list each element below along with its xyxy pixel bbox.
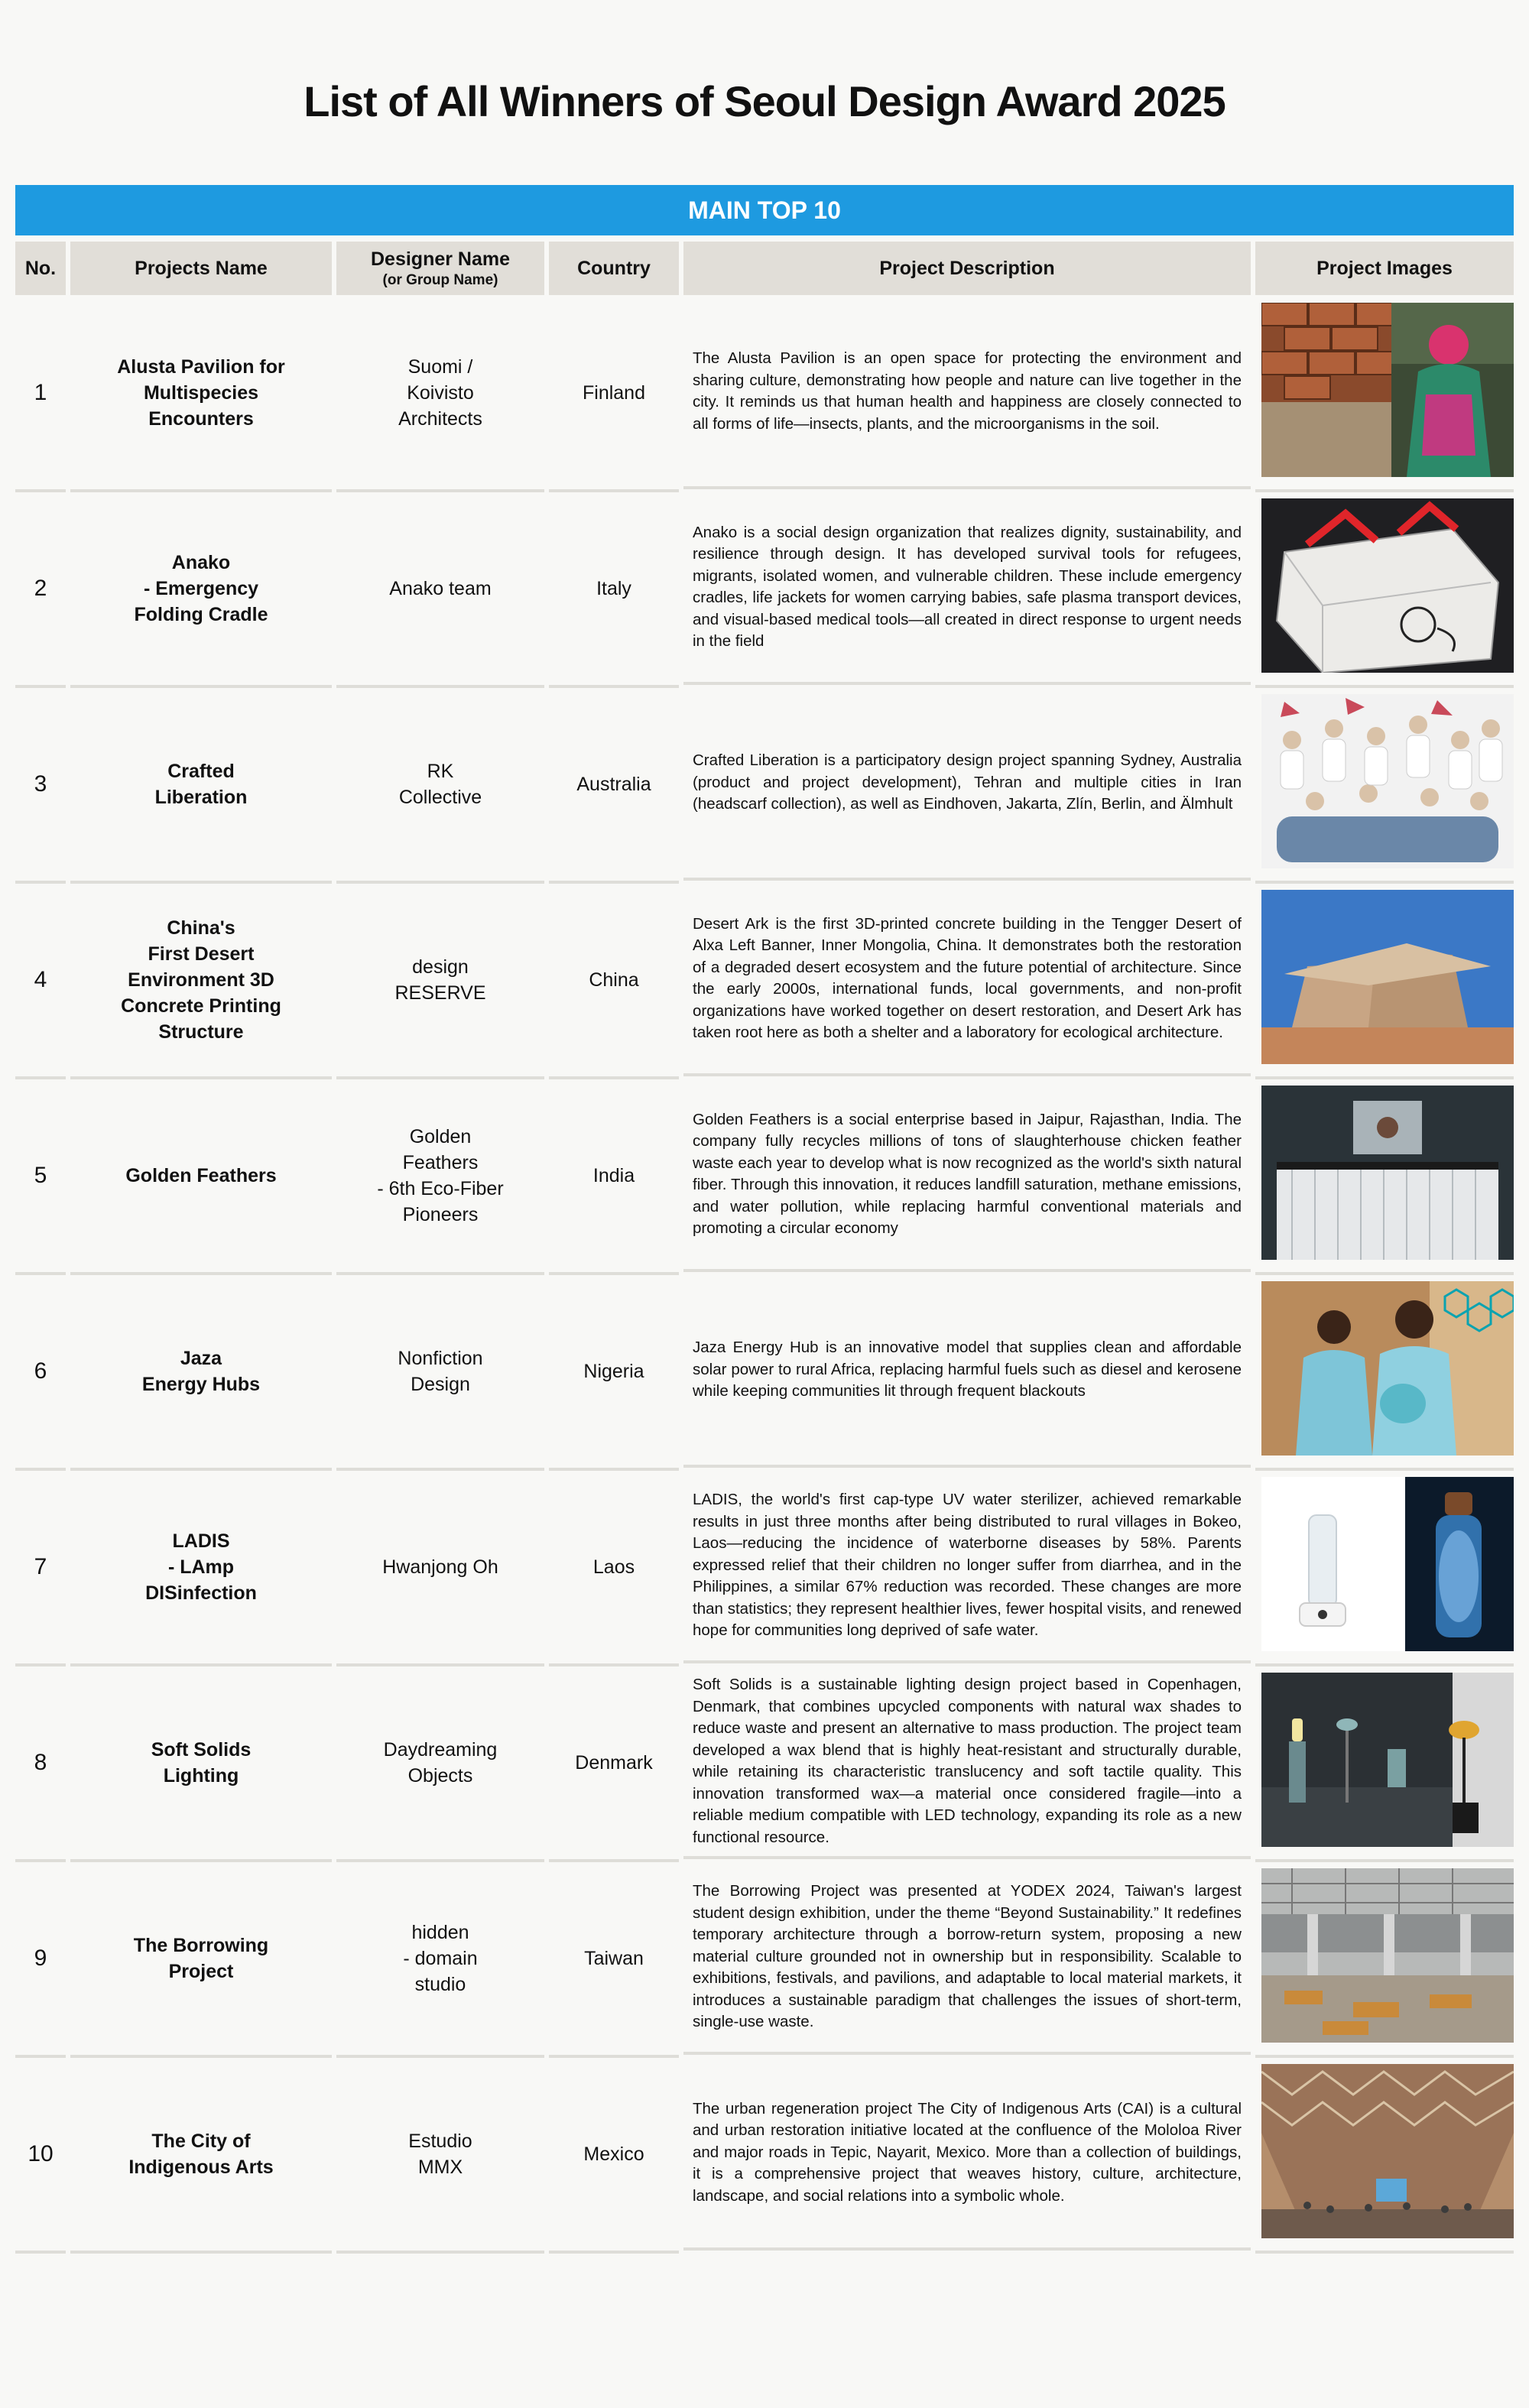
- desert-ark-photo: [1261, 890, 1514, 1064]
- row-number: 10: [15, 2058, 66, 2254]
- table-row: [0, 1079, 1529, 1275]
- designer-name: hidden - domain studio: [336, 1862, 544, 2058]
- country: Nigeria: [549, 1275, 679, 1471]
- pavilion-photo: [1261, 303, 1514, 477]
- project-image-cell: [1255, 492, 1514, 688]
- cradle-photo: [1261, 498, 1514, 673]
- loom-photo: [1261, 1086, 1514, 1260]
- designer-name: Daydreaming Objects: [336, 1666, 544, 1862]
- designer-name: Nonfiction Design: [336, 1275, 544, 1471]
- designer-name: Golden Feathers - 6th Eco-Fiber Pioneers: [336, 1079, 544, 1275]
- table-row: [0, 1275, 1529, 1471]
- header-project-name: Projects Name: [70, 242, 332, 295]
- table-row: [0, 884, 1529, 1079]
- row-number: 1: [15, 297, 66, 492]
- row-number: 9: [15, 1862, 66, 2058]
- project-name: Jaza Energy Hubs: [70, 1275, 332, 1471]
- country: Laos: [549, 1471, 679, 1666]
- country: Taiwan: [549, 1862, 679, 2058]
- row-number: 7: [15, 1471, 66, 1666]
- designer-name: RK Collective: [336, 688, 544, 884]
- row-number: 8: [15, 1666, 66, 1862]
- designer-name: Estudio MMX: [336, 2058, 544, 2254]
- table-row: [0, 2058, 1529, 2254]
- project-image-cell: [1255, 688, 1514, 884]
- project-description: Jaza Energy Hub is an innovative model that supplies clean and affordable solar power to rural Africa, replacing harmful fuels such as diesel and kerosene while keeping communities lit through frequent blackouts: [683, 1275, 1251, 1468]
- header-country: Country: [549, 242, 679, 295]
- table-row: [0, 1471, 1529, 1666]
- country: Italy: [549, 492, 679, 688]
- country: Mexico: [549, 2058, 679, 2254]
- project-name: The City of Indigenous Arts: [70, 2058, 332, 2254]
- table-row: [0, 492, 1529, 688]
- row-number: 3: [15, 688, 66, 884]
- designer-name: Suomi / Koivisto Architects: [336, 297, 544, 492]
- project-name: The Borrowing Project: [70, 1862, 332, 2058]
- designer-name: Anako team: [336, 492, 544, 688]
- project-image-cell: [1255, 884, 1514, 1079]
- country: Australia: [549, 688, 679, 884]
- project-description: Anako is a social design organization that realizes dignity, sustainability, and resilience through design. It has developed survival tools for refugees, migrants, isolated women, and vulnerable children. These include emergency cradles, life jackets for women carrying babies, safe plasma transport devices, and visual-based medical tools—all created in direct response to urgent needs in the field: [683, 492, 1251, 685]
- designer-name: design RESERVE: [336, 884, 544, 1079]
- project-image-cell: [1255, 1275, 1514, 1471]
- country: India: [549, 1079, 679, 1275]
- table-row: [0, 688, 1529, 884]
- project-description: Golden Feathers is a social enterprise based in Jaipur, Rajasthan, India. The company fully recycles millions of tons of slaughterhouse chicken feather waste each year to develop what is now recognized as the world's sixth natural fiber. Through this innovation, it reduces landfill saturation, methane emissions, and water pollution, while replacing harmful conventional materials and promoting a circular economy: [683, 1079, 1251, 1272]
- project-name: LADIS - LAmp DISinfection: [70, 1471, 332, 1666]
- project-description: Soft Solids is a sustainable lighting design project based in Copenhagen, Denmark, that combines upcycled components with natural wax shades to reduce waste and present an alternative to mass production. The project team developed a wax blend that is highly heat-resistant and structurally durable, while retaining its characteristic translucency and soft tactile quality. This innovation transformed wax—a material once considered fragile—into a reliable medium compatible with LED technology, expanding its role as a new functional resource.: [683, 1666, 1251, 1859]
- project-name: Soft Solids Lighting: [70, 1666, 332, 1862]
- project-image-cell: [1255, 2058, 1514, 2254]
- project-name: Alusta Pavilion for Multispecies Encounters: [70, 297, 332, 492]
- project-description: Desert Ark is the first 3D-printed concrete building in the Tengger Desert of Alxa Left Banner, Inner Mongolia, China. It demonstrates both the restoration of a degraded desert ecosystem and the future potential of architecture. Since the early 2000s, international funds, local governments, and non-profit organizations have worked together on desert restoration, and Desert Ark has taken root here as both a shelter and a laboratory for ecological architecture.: [683, 884, 1251, 1076]
- energy-hub-photo: [1261, 1281, 1514, 1456]
- project-image-cell: [1255, 1079, 1514, 1275]
- project-name: Golden Feathers: [70, 1079, 332, 1275]
- section-banner: MAIN TOP 10: [15, 185, 1514, 235]
- header-description: Project Description: [683, 242, 1251, 295]
- project-image-cell: [1255, 1666, 1514, 1862]
- project-image-cell: [1255, 297, 1514, 492]
- table-row: [0, 1666, 1529, 1862]
- row-number: 6: [15, 1275, 66, 1471]
- row-number: 5: [15, 1079, 66, 1275]
- project-description: Crafted Liberation is a participatory design project spanning Sydney, Australia (product and project development), Tehran and multiple cities in Iran (headscarf collection), as well as Eindhoven, Jakarta, Zlín, Berlin, and Älmhult: [683, 688, 1251, 881]
- table-row: [0, 1862, 1529, 2058]
- project-image-cell: [1255, 1862, 1514, 2058]
- project-description: The urban regeneration project The City of Indigenous Arts (CAI) is a cultural and urban restoration initiative located at the confluence of the Mololoa River and major roads in Tepic, Nayarit, Mexico. More than a collection of buildings, it is a comprehensive project that weaves history, culture, architecture, landscape, and social relations into a symbolic whole.: [683, 2058, 1251, 2251]
- table-row: [0, 297, 1529, 492]
- project-description: The Alusta Pavilion is an open space for protecting the environment and sharing culture, demonstrating how people and nature can live together in the city. It reminds us that human health and happiness are closely connected to all forms of life—insects, plants, and the microorganisms in the soil.: [683, 297, 1251, 489]
- country: Finland: [549, 297, 679, 492]
- project-description: The Borrowing Project was presented at YODEX 2024, Taiwan's largest student design exhibition, under the theme “Beyond Sustainability.” It redefines temporary architecture through a borrow-return system, proposing a new material culture grounded not in ownership but in responsibility. Scalable to exhibitions, festivals, and pavilions, and adaptable to local material markets, it introduces a sustainable paradigm that challenges the issues of short-term, single-use waste.: [683, 1862, 1251, 2055]
- page-title: List of All Winners of Seoul Design Award 2025: [304, 77, 1225, 125]
- project-description: LADIS, the world's first cap-type UV water sterilizer, achieved remarkable results in just three months after being distributed to rural villages in Bokeo, Laos—reducing the incidence of waterborne diseases by 58%. Parents expressed relief that their children no longer suffer from diarrhea, and in the Philippines, a similar 67% reduction was recorded. These changes are more than statistics; they represent healthier lives, fewer hospital visits, and renewed hope for communities long deprived of safe water.: [683, 1471, 1251, 1663]
- project-name: Anako - Emergency Folding Cradle: [70, 492, 332, 688]
- header-images: Project Images: [1255, 242, 1514, 295]
- designer-name: Hwanjong Oh: [336, 1471, 544, 1666]
- group-photo: [1261, 694, 1514, 868]
- sterilizer-photo: [1261, 1477, 1514, 1651]
- header-designer: [336, 242, 544, 295]
- row-number: 2: [15, 492, 66, 688]
- project-name: Crafted Liberation: [70, 688, 332, 884]
- row-number: 4: [15, 884, 66, 1079]
- project-name: China's First Desert Environment 3D Concrete Printing Structure: [70, 884, 332, 1079]
- header-designer-sub: (or Group Name): [382, 271, 498, 288]
- country: Denmark: [549, 1666, 679, 1862]
- arts-hall-photo: [1261, 2064, 1514, 2238]
- header-designer-label: Designer Name: [370, 248, 511, 270]
- header-no: No.: [15, 242, 66, 295]
- lamps-photo: [1261, 1673, 1514, 1847]
- project-image-cell: [1255, 1471, 1514, 1666]
- country: China: [549, 884, 679, 1079]
- exhibition-hall-photo: [1261, 1868, 1514, 2043]
